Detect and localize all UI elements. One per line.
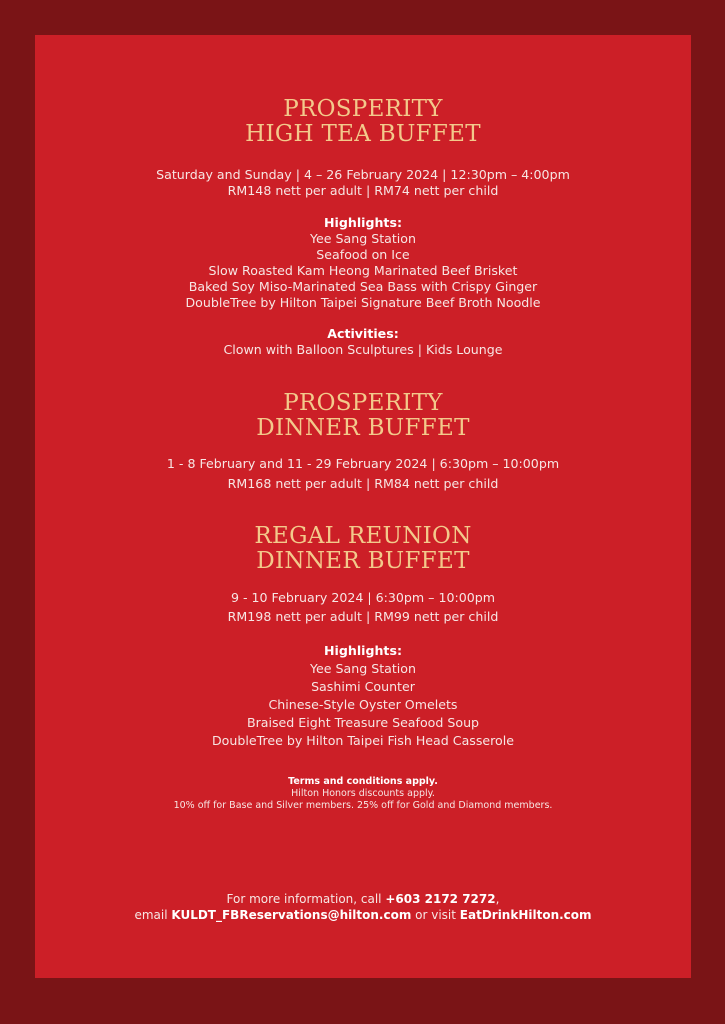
high-tea-highlights — [35, 215, 691, 311]
regal-reunion-details — [35, 588, 691, 626]
high-tea-title-line2: HIGH TEA BUFFET — [245, 121, 481, 147]
contact-text-end: , — [495, 892, 500, 906]
list-item: Braised Eight Treasure Seafood Soup — [246, 715, 480, 730]
activities-label: Activities: — [327, 326, 399, 341]
regal-reunion-highlights-label: Highlights: — [323, 643, 402, 658]
high-tea-section — [35, 97, 691, 147]
contact-line2 — [35, 907, 691, 923]
terms-line2: 10% off for Base and Silver members. 25% off for Gold and Diamond members. — [173, 800, 553, 811]
dinner-buffet-section — [35, 391, 691, 441]
dinner-buffet-price: RM168 nett per adult | RM84 nett per child — [227, 476, 499, 491]
list-item: Baked Soy Miso-Marinated Sea Bass with Crispy Ginger — [188, 279, 538, 294]
activities-text: Clown with Balloon Sculptures | Kids Lounge — [223, 342, 503, 357]
list-item: Chinese-Style Oyster Omelets — [268, 697, 458, 712]
contact-text: For more information, call — [226, 892, 386, 906]
terms-section — [35, 776, 691, 812]
list-item: Seafood on Ice — [316, 247, 410, 262]
regal-reunion-price: RM198 nett per adult | RM99 nett per child — [227, 609, 499, 624]
high-tea-price: RM148 nett per adult | RM74 nett per child — [227, 183, 499, 198]
list-item: Yee Sang Station — [310, 231, 416, 246]
website-link[interactable]: EatDrinkHilton.com — [459, 908, 592, 922]
list-item: Yee Sang Station — [310, 661, 416, 676]
list-item: Sashimi Counter — [311, 679, 415, 694]
regal-reunion-title-line2: DINNER BUFFET — [256, 548, 470, 574]
high-tea-schedule: Saturday and Sunday | 4 – 26 February 2024 | 12:30pm – 4:00pm — [156, 167, 570, 182]
contact-line1 — [35, 891, 691, 907]
high-tea-highlights-label: Highlights: — [323, 215, 402, 230]
dinner-buffet-title-line2: DINNER BUFFET — [256, 415, 470, 441]
list-item: Slow Roasted Kam Heong Marinated Beef Brisket — [208, 263, 518, 278]
high-tea-title-line1: PROSPERITY — [283, 96, 443, 122]
terms-line1: Hilton Honors discounts apply. — [291, 788, 435, 799]
regal-reunion-section — [35, 524, 691, 574]
regal-reunion-title-line1: REGAL REUNION — [254, 523, 472, 549]
phone-link[interactable]: +603 2172 7272 — [385, 892, 496, 906]
menu-panel — [35, 35, 691, 978]
list-item: DoubleTree by Hilton Taipei Signature Beef Broth Noodle — [185, 295, 541, 310]
email-link[interactable]: KULDT_FBReservations@hilton.com — [171, 908, 412, 922]
dinner-buffet-schedule: 1 - 8 February and 11 - 29 February 2024 | 6:30pm – 10:00pm — [166, 456, 560, 471]
contact-footer — [35, 891, 691, 923]
regal-reunion-highlights — [35, 642, 691, 750]
dinner-buffet-title-line1: PROSPERITY — [283, 390, 443, 416]
email-prefix: email — [134, 908, 172, 922]
terms-heading: Terms and conditions apply. — [288, 776, 438, 787]
high-tea-details — [35, 167, 691, 199]
visit-text: or visit — [411, 908, 460, 922]
regal-reunion-schedule: 9 - 10 February 2024 | 6:30pm – 10:00pm — [230, 590, 496, 605]
list-item: DoubleTree by Hilton Taipei Fish Head Casserole — [211, 733, 515, 748]
dinner-buffet-details — [35, 454, 691, 494]
high-tea-activities — [35, 326, 691, 358]
